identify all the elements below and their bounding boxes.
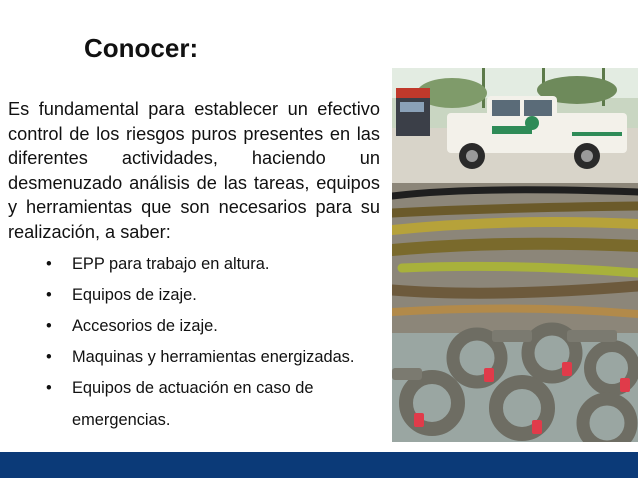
bullet-text: Maquinas y herramientas energizadas. <box>72 348 355 366</box>
bullet-text: Accesorios de izaje. <box>72 317 218 335</box>
bullet-marker: • <box>46 286 52 304</box>
bullet-text: Equipos de izaje. <box>72 286 197 304</box>
intro-paragraph: Es fundamental para establecer un efectivo control de los riesgos puros presentes en las diferentes actividades, haciendo un desmenuzado análisis de las tareas, equipos y herramientas que son necesarios para su realización, a saber: <box>8 99 380 242</box>
bullet-text: EPP para trabajo en altura. <box>72 255 270 273</box>
bullet-item <box>46 285 386 316</box>
equipment-photo <box>392 68 638 442</box>
bullet-text-continuation: emergencias. <box>72 411 171 429</box>
bullet-marker: • <box>46 255 52 273</box>
bullet-item <box>46 254 386 285</box>
bullet-marker: • <box>46 379 52 397</box>
truck-shape <box>396 88 430 136</box>
bullet-item <box>46 316 386 347</box>
bullet-text: Equipos de actuación en caso de <box>72 379 314 397</box>
bullet-list <box>46 254 386 431</box>
slide-title: Conocer: <box>84 33 199 63</box>
bullet-item <box>46 378 386 431</box>
bullet-item <box>46 347 386 378</box>
bullet-marker: • <box>46 317 52 335</box>
footer-bar <box>0 452 638 478</box>
bullet-marker: • <box>46 348 52 366</box>
